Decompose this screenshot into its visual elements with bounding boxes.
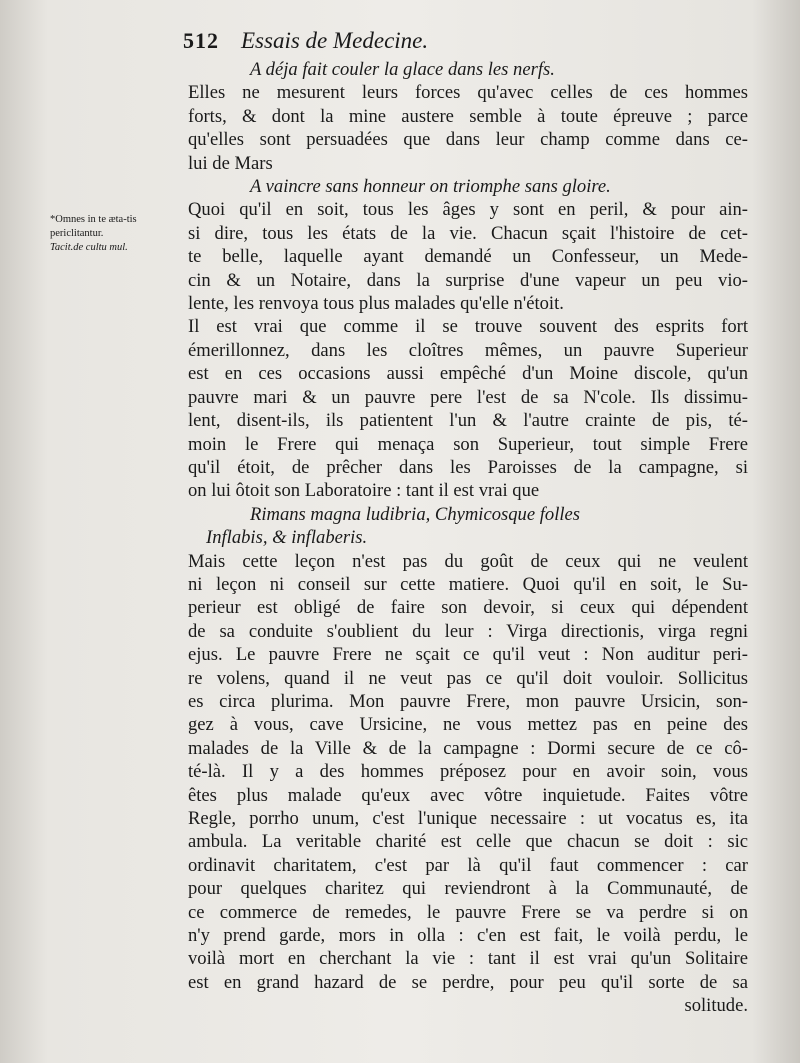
text-line: es circa plurima. Mon pauvre Frere, mon pauvre Ursicin, son- bbox=[188, 690, 748, 712]
text-line: gez à vous, cave Ursicine, ne vous mettez pas en peine des bbox=[188, 714, 748, 736]
text-line: ordinavit charitatem, c'est par là qu'il faut commencer : car bbox=[188, 854, 748, 876]
text-line: Elles ne mesurent leurs forces qu'avec celles de ces hommes bbox=[188, 82, 748, 104]
text-line: perieur est obligé de faire son devoir, si ceux qui dépendent bbox=[188, 597, 748, 619]
text-line: qu'elles sont persuadées que dans leur champ comme dans ce- bbox=[188, 129, 748, 151]
margin-note-text: *Omnes in te æta-tis periclitantur. bbox=[50, 214, 137, 239]
text-line: si dire, tous les états de la vie. Chacun sçait l'histoire de cet- bbox=[188, 222, 748, 244]
text-line: ni leçon ni conseil sur cette matiere. Quoi qu'il en soit, le Su- bbox=[188, 573, 748, 595]
text-line: êtes plus malade qu'eux avec vôtre inquietude. Faites vôtre bbox=[188, 784, 748, 806]
text-line: A vaincre sans honneur on triomphe sans gloire. bbox=[250, 176, 611, 198]
text-line: lui de Mars bbox=[188, 152, 273, 174]
text-line: moin le Frere qui menaça son Superieur, tout simple Frere bbox=[188, 433, 748, 455]
text-line: qu'il étoit, de prêcher dans les Paroisses de la campagne, si bbox=[188, 456, 748, 478]
text-line: Quoi qu'il en soit, tous les âges y sont en peril, & pour ain- bbox=[188, 199, 748, 221]
text-line: voilà mort en cherchant la vie : tant il est vrai qu'un Solitaire bbox=[188, 948, 748, 970]
running-title: Essais de Medecine. bbox=[241, 28, 429, 53]
body-text bbox=[188, 58, 748, 1018]
text-line: ce commerce de remedes, le pauvre Frere se va perdre si on bbox=[188, 901, 748, 923]
text-line: de sa conduite s'oublient du leur : Virga directionis, virga regni bbox=[188, 620, 748, 642]
text-line: émerillonnez, dans les cloîtres mêmes, un pauvre Superieur bbox=[188, 339, 748, 361]
margin-note-reference: Tacit.de cultu mul. bbox=[50, 242, 128, 253]
page-number: 512 bbox=[183, 28, 219, 53]
text-line: solitude. bbox=[684, 995, 748, 1017]
text-line: malades de la Ville & de la campagne : Dormi secure de ce cô- bbox=[188, 737, 748, 759]
text-line: té-là. Il y a des hommes préposez pour en avoir soin, vous bbox=[188, 761, 748, 783]
text-line: Mais cette leçon n'est pas du goût de ceux qui ne veulent bbox=[188, 550, 748, 572]
text-line: lent, disent-ils, ils patientent l'un & l'autre crainte de pis, té- bbox=[188, 410, 748, 432]
text-line: cin & un Notaire, dans la surprise d'une vapeur un peu vio- bbox=[188, 269, 748, 291]
text-line: on lui ôtoit son Laboratoire : tant il est vrai que bbox=[188, 480, 540, 502]
text-line: n'y prend garde, mors in olla : c'en est fait, le voilà perdu, le bbox=[188, 925, 748, 947]
text-line: forts, & dont la mine austere semble à toute épreuve ; parce bbox=[188, 105, 748, 127]
text-line: Regle, porrho unum, c'est l'unique necessaire : ut vocatus es, ita bbox=[188, 808, 748, 829]
text-line: te belle, laquelle ayant demandé un Confesseur, un Mede- bbox=[188, 246, 748, 268]
text-line: Il est vrai que comme il se trouve souvent des esprits fort bbox=[188, 316, 748, 338]
page-header bbox=[183, 28, 563, 54]
text-line: lente, les renvoya tous plus malades qu'elle n'étoit. bbox=[188, 293, 564, 315]
text-line: est en ces occasions aussi empêché d'un Moine discole, qu'un bbox=[188, 363, 748, 385]
text-line: ambula. La veritable charité est celle que chacun se doit : sic bbox=[188, 831, 748, 853]
text-line: pauvre mari & un pauvre pere l'est de sa N'cole. Ils dissimu- bbox=[188, 386, 748, 408]
margin-note bbox=[50, 213, 182, 255]
text-line: est en grand hazard de se perdre, pour peu qu'il sorte de sa bbox=[188, 971, 748, 993]
text-line: ejus. Le pauvre Frere ne sçait ce qu'il veut : Non auditur peri- bbox=[188, 644, 748, 666]
text-line: Rimans magna ludibria, Chymicosque folles bbox=[250, 503, 581, 525]
text-line: A déja fait couler la glace dans les nerfs. bbox=[250, 59, 555, 80]
text-line: re volens, quand il ne veut pas ce qu'il doit vouloir. Sollicitus bbox=[188, 667, 748, 689]
text-line: pour quelques charitez qui reviendront à la Communauté, de bbox=[188, 878, 748, 900]
text-line: Inflabis, & inflaberis. bbox=[206, 527, 368, 549]
